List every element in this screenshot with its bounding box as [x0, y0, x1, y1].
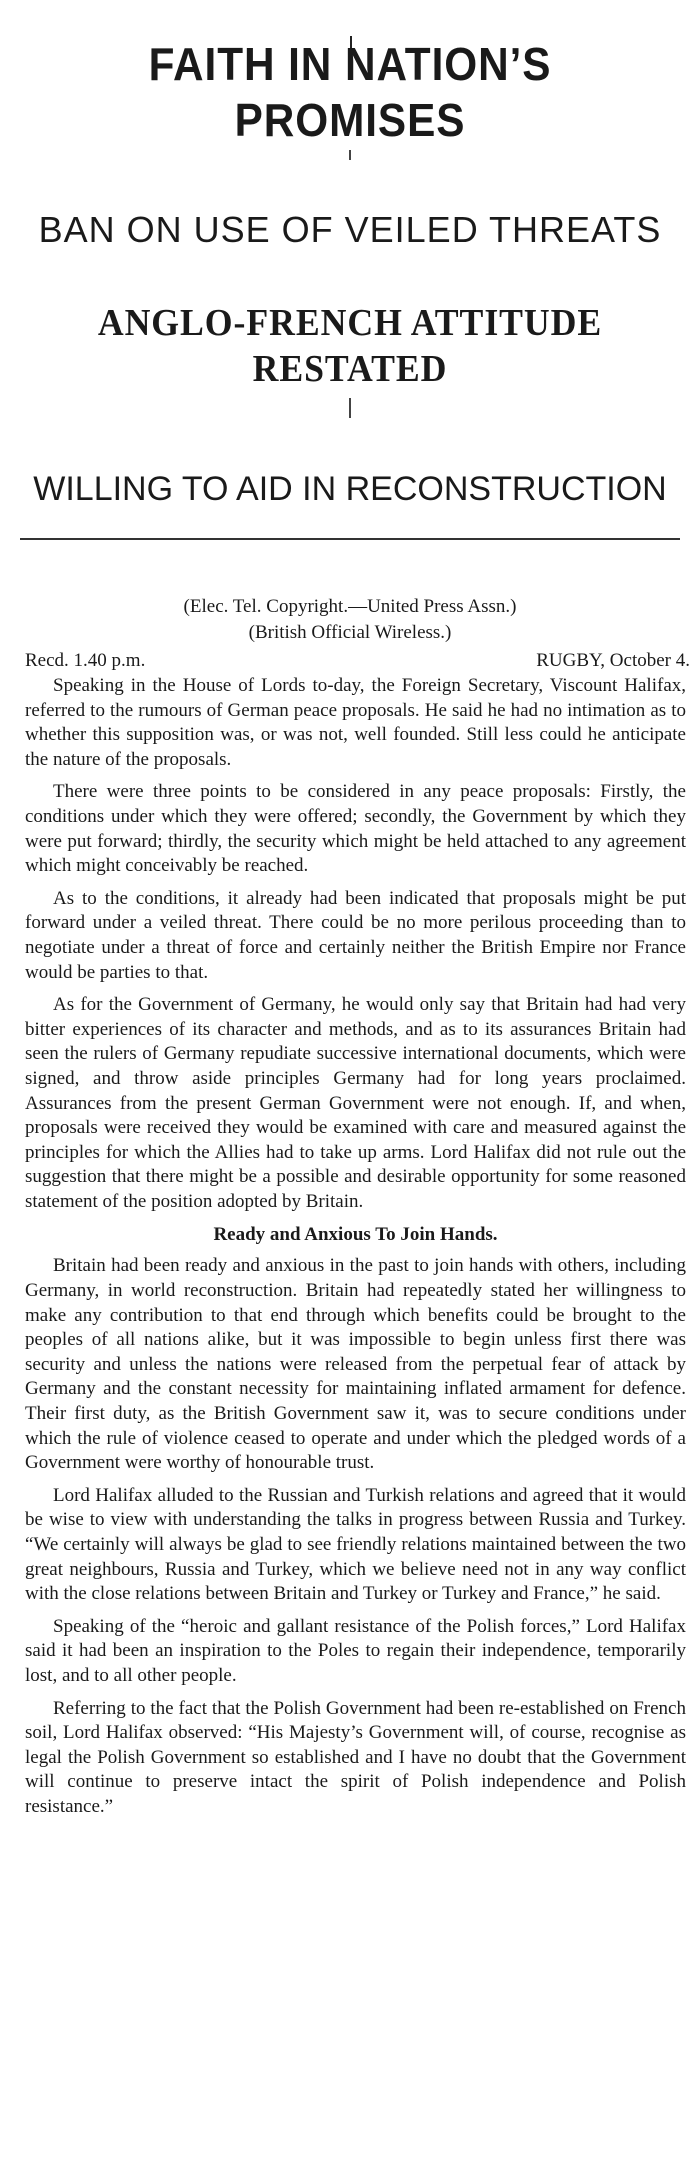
- headline-third: ANGLO-FRENCH ATTITUDE RESTATED: [97, 302, 603, 390]
- dateline: [0, 648, 700, 674]
- paragraph: Speaking in the House of Lords to-day, the Foreign Secretary, Viscount Halifax, referred to the rumours of German peace proposals. He said he had no intimation as to whether this supposition was, or was not, well founded. Still less could he anticipate the nature of the proposals.: [25, 675, 686, 770]
- headline-second: BAN ON USE OF VEILED THREATS: [38, 209, 662, 250]
- headline-fourth: WILLING TO AID IN RECONSTRUCTION: [33, 470, 667, 508]
- paragraph: As to the conditions, it already had been indicated that proposals might be put forward under a veiled threat. There could be no more perilous proceeding than to negotiate under a threat of force and certainly neither the British Empire nor France would be parties to that.: [25, 887, 686, 983]
- headline-rule: [20, 538, 680, 540]
- headline-divider: [349, 150, 351, 160]
- headline-divider-2: [349, 398, 351, 418]
- section-subhead: Ready and Anxious To Join Hands.: [213, 1224, 498, 1246]
- received-time: Recd. 1.40 p.m.: [25, 650, 146, 671]
- paragraph: As for the Government of Germany, he would only say that Britain had had very bitter experiences of its character and methods, and as to its assurances Britain had seen the rulers of Germany repudiate successive international documents, which were signed, and throw aside principles Germany had for long years proclaimed. Assurances from the present German Government were not enough. If, and when, proposals were received they would be examined with care and measured against the principles for which the Allies had to take up arms. Lord Halifax did not rule out the suggestion that there might be a possible and desirable opportunity for some reasoned statement of the position adopted by Britain.: [25, 994, 686, 1212]
- paragraph: Speaking of the “heroic and gallant resistance of the Polish forces,” Lord Halifax said it had been an inspiration to the Poles to regain their independence, temporarily lost, and to all other people.: [25, 1615, 686, 1686]
- paragraph: Referring to the fact that the Polish Government had been re-established on French soil, Lord Halifax observed: “His Majesty’s Government will, of course, recognise as legal the Polish Government so established and I have no doubt that the Government will continue to preserve intact the spirit of Polish independence and Polish resistance.”: [25, 1697, 686, 1817]
- place-date: RUGBY, October 4.: [536, 650, 690, 671]
- paragraph: Britain had been ready and anxious in the past to join hands with others, including Germany, in world reconstruction. Britain had repeatedly stated her willingness to make any contribution to that end through which benefits could be brought to the peoples of all nations alike, but it was impossible to begin unless first there was security and unless the nations were released from the perpetual fear of attack by Germany and the constant necessity for maintaining inflated armament for defence. Their first duty, as the British Government saw it, was to secure conditions under which the rule of violence ceased to operate and under which the pledged words of a Government were worthy of honourable trust.: [25, 1255, 686, 1474]
- wireless-credit: (British Official Wireless.): [248, 622, 452, 643]
- headline-main: FAITH IN NATION’S PROMISES: [148, 38, 552, 146]
- copyright-credit: (Elec. Tel. Copyright.—United Press Assn.): [183, 596, 517, 617]
- paragraph: There were three points to be considered in any peace proposals: Firstly, the conditions under which they were offered; secondly, the Government by which they were put forward; thirdly, the security which might be held attached to any agreement which might conceivably be reached.: [25, 781, 686, 877]
- article-body: [0, 674, 700, 1820]
- paragraph: Lord Halifax alluded to the Russian and Turkish relations and agreed that it would be wise to view with understanding the talks in progress between Russia and Turkey. “We certainly will always be glad to see friendly relations maintained between the two great neighbours, Russia and Turkey, which we believe need not in any way conflict with the close relations between Britain and Turkey or Turkey and France,” he said.: [25, 1484, 686, 1605]
